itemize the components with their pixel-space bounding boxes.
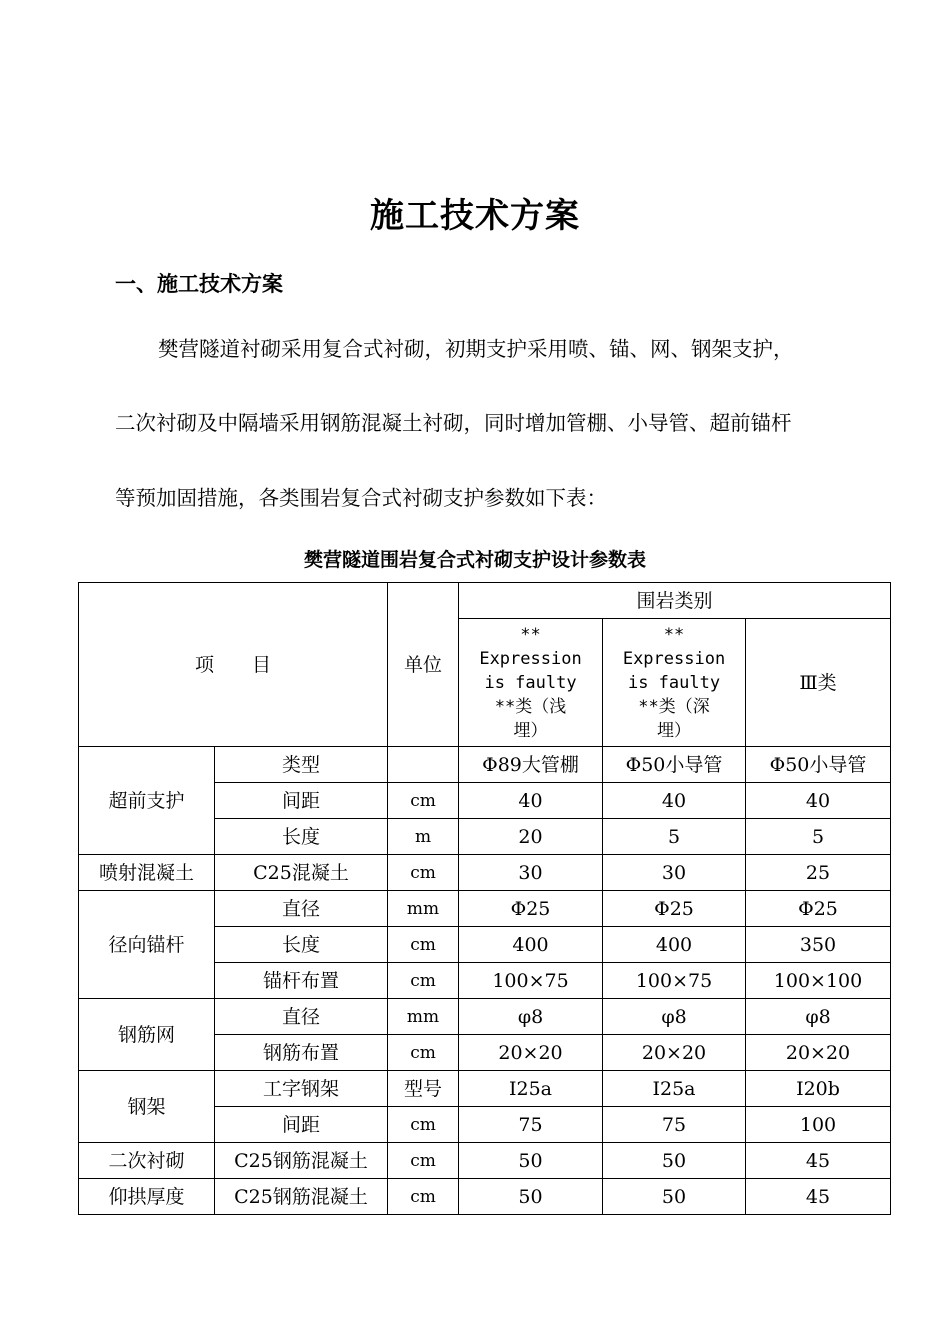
row-value-2: 5 — [603, 819, 746, 855]
row-sub: 工字钢架 — [215, 1071, 388, 1107]
row-value-2: Φ50小导管 — [603, 747, 746, 783]
row-value-3: 350 — [746, 927, 891, 963]
row-value-3: 45 — [746, 1143, 891, 1179]
group-steel-mesh: 钢筋网 — [79, 999, 215, 1071]
header-class-iii: Ⅲ类 — [746, 619, 891, 747]
row-unit: cm — [388, 1143, 459, 1179]
row-unit: cm — [388, 927, 459, 963]
row-value-1: 50 — [459, 1179, 603, 1215]
document-title: 施工技术方案 — [370, 196, 580, 236]
row-value-2: 400 — [603, 927, 746, 963]
table-row — [79, 1143, 891, 1179]
row-value-1: Φ25 — [459, 891, 603, 927]
row-value-2: 50 — [603, 1143, 746, 1179]
paragraph-line-3: 等预加固措施，各类围岩复合式衬砌支护参数如下表： — [115, 486, 607, 510]
row-value-2: 20×20 — [603, 1035, 746, 1071]
header-rock-class: 围岩类别 — [459, 583, 891, 619]
row-sub: C25钢筋混凝土 — [215, 1179, 388, 1215]
row-value-1: 50 — [459, 1143, 603, 1179]
group-shotcrete: 喷射混凝土 — [79, 855, 215, 891]
row-value-3: 100 — [746, 1107, 891, 1143]
row-unit: m — [388, 819, 459, 855]
row-unit: mm — [388, 999, 459, 1035]
row-value-2: 40 — [603, 783, 746, 819]
group-steel-frame: 钢架 — [79, 1071, 215, 1143]
row-value-2: φ8 — [603, 999, 746, 1035]
table-row — [79, 1179, 891, 1215]
header-unit: 单位 — [388, 583, 459, 747]
row-sub: 长度 — [215, 819, 388, 855]
row-value-2: 50 — [603, 1179, 746, 1215]
row-value-2: I25a — [603, 1071, 746, 1107]
row-value-2: 75 — [603, 1107, 746, 1143]
row-sub: 直径 — [215, 891, 388, 927]
row-sub: 间距 — [215, 1107, 388, 1143]
table-row — [79, 855, 891, 891]
row-value-1: 20 — [459, 819, 603, 855]
row-value-3: 5 — [746, 819, 891, 855]
row-value-1: Φ89大管棚 — [459, 747, 603, 783]
row-value-3: 100×100 — [746, 963, 891, 999]
row-unit: 型号 — [388, 1071, 459, 1107]
row-value-1: I25a — [459, 1071, 603, 1107]
row-value-3: Φ50小导管 — [746, 747, 891, 783]
support-parameters-table — [78, 582, 891, 1215]
table-row — [79, 999, 891, 1035]
table-header-row — [79, 583, 891, 619]
row-unit — [388, 747, 459, 783]
row-unit: cm — [388, 1107, 459, 1143]
row-unit: cm — [388, 963, 459, 999]
row-value-1: 75 — [459, 1107, 603, 1143]
table-row — [79, 1071, 891, 1107]
header-item: 项 目 — [79, 583, 388, 747]
group-invert-thickness: 仰拱厚度 — [79, 1179, 215, 1215]
table-row — [79, 747, 891, 783]
row-sub: 直径 — [215, 999, 388, 1035]
row-unit: cm — [388, 1035, 459, 1071]
row-unit: cm — [388, 783, 459, 819]
header-class-shallow: ** Expression is faulty **类（浅 埋） — [459, 619, 603, 747]
row-value-2: Φ25 — [603, 891, 746, 927]
row-value-1: 100×75 — [459, 963, 603, 999]
row-sub: C25钢筋混凝土 — [215, 1143, 388, 1179]
row-sub: 类型 — [215, 747, 388, 783]
row-value-1: 40 — [459, 783, 603, 819]
row-value-3: φ8 — [746, 999, 891, 1035]
row-value-1: 30 — [459, 855, 603, 891]
group-advance-support: 超前支护 — [79, 747, 215, 855]
row-value-3: 45 — [746, 1179, 891, 1215]
row-sub: 长度 — [215, 927, 388, 963]
row-value-3: 25 — [746, 855, 891, 891]
table-caption: 樊营隧道围岩复合式衬砌支护设计参数表 — [303, 549, 646, 571]
section-heading: 一、施工技术方案 — [115, 272, 283, 296]
group-radial-bolt: 径向锚杆 — [79, 891, 215, 999]
row-sub: C25混凝土 — [215, 855, 388, 891]
group-secondary-lining: 二次衬砌 — [79, 1143, 215, 1179]
row-value-3: I20b — [746, 1071, 891, 1107]
row-value-1: φ8 — [459, 999, 603, 1035]
header-class-deep: ** Expression is faulty **类（深 埋） — [603, 619, 746, 747]
row-sub: 锚杆布置 — [215, 963, 388, 999]
row-value-3: 20×20 — [746, 1035, 891, 1071]
row-unit: cm — [388, 855, 459, 891]
paragraph-line-2: 二次衬砌及中隔墙采用钢筋混凝土衬砌，同时增加管棚、小导管、超前锚杆 — [115, 411, 792, 435]
row-sub: 钢筋布置 — [215, 1035, 388, 1071]
row-unit: cm — [388, 1179, 459, 1215]
row-value-2: 30 — [603, 855, 746, 891]
paragraph-line-1: 樊营隧道衬砌采用复合式衬砌，初期支护采用喷、锚、网、钢架支护， — [158, 337, 794, 361]
row-sub: 间距 — [215, 783, 388, 819]
row-value-3: 40 — [746, 783, 891, 819]
row-value-1: 400 — [459, 927, 603, 963]
row-value-1: 20×20 — [459, 1035, 603, 1071]
row-value-2: 100×75 — [603, 963, 746, 999]
row-unit: mm — [388, 891, 459, 927]
row-value-3: Φ25 — [746, 891, 891, 927]
table-row — [79, 891, 891, 927]
